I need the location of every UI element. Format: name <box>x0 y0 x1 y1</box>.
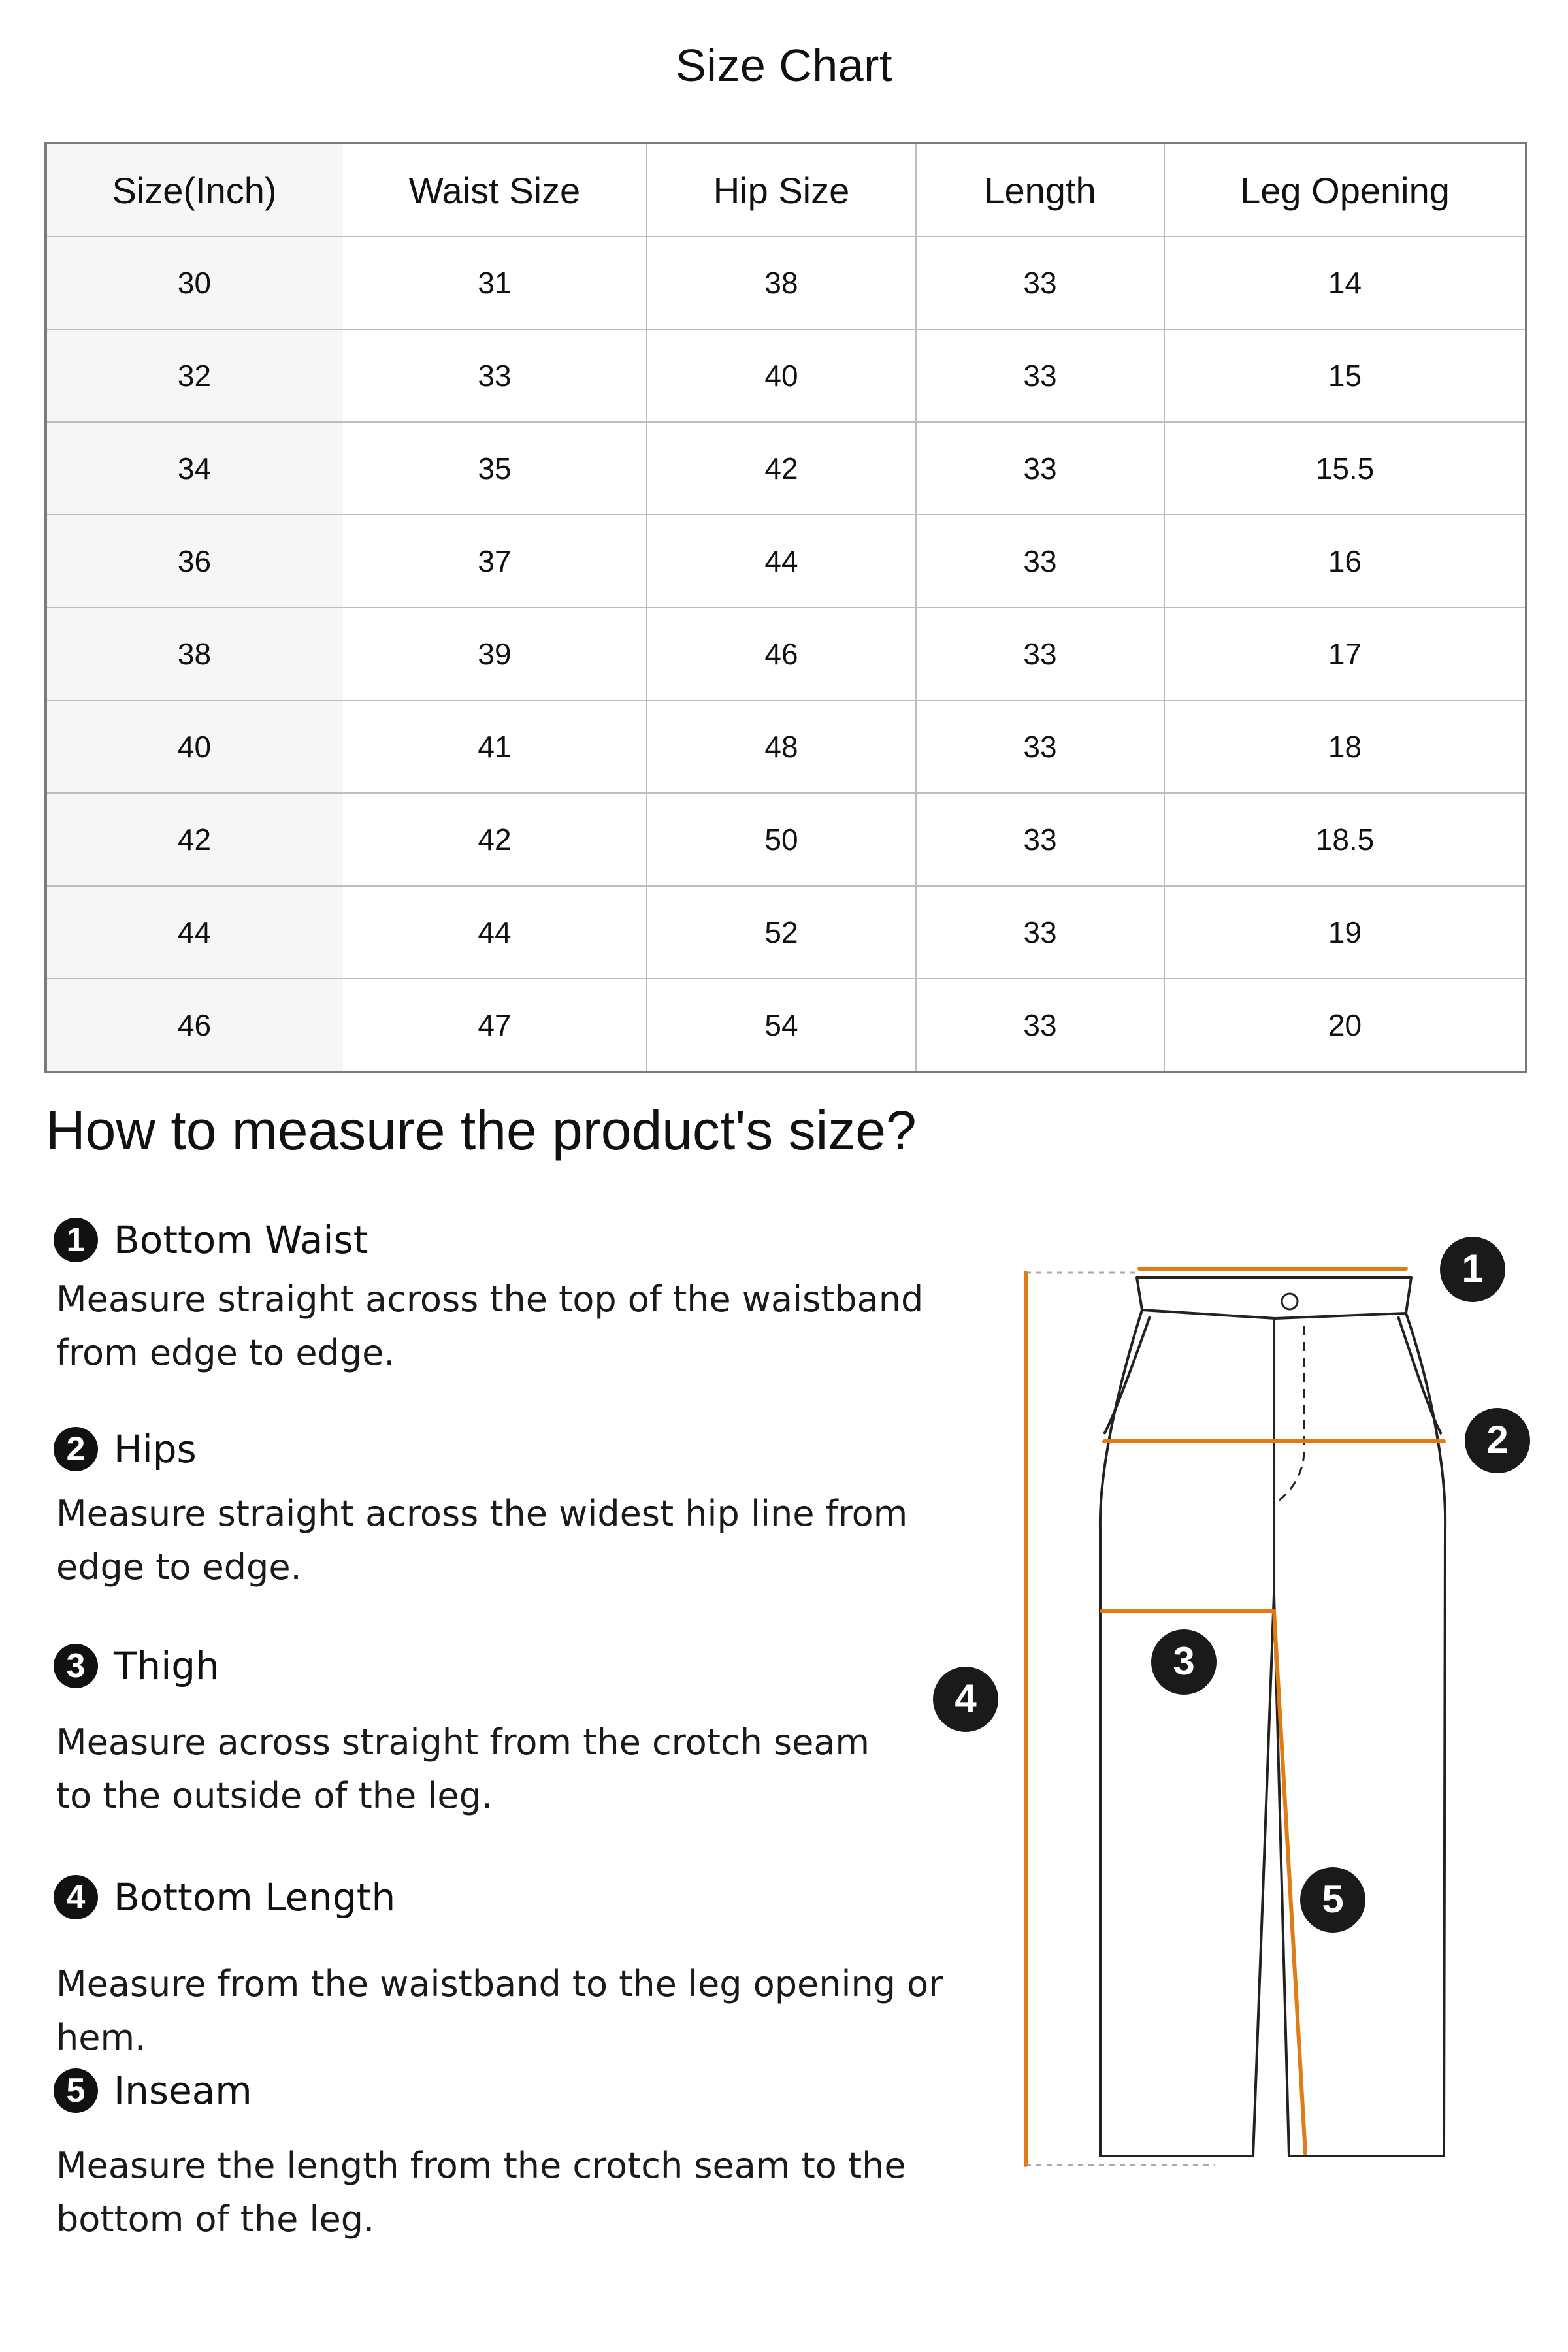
step-title: Bottom Length <box>114 1875 396 1919</box>
table-row <box>46 422 1526 515</box>
cell-size: 42 <box>46 793 342 886</box>
step-description: Measure the length from the crotch seam to the bottom of the leg. <box>56 2145 906 2240</box>
cell-leg-opening: 18 <box>1164 700 1526 793</box>
cell-size: 38 <box>46 608 342 700</box>
header-hip: Hip Size <box>647 143 916 237</box>
cell-hip: 44 <box>647 515 916 608</box>
pants-measurement-diagram <box>915 1189 1542 2221</box>
table-body <box>46 237 1526 1072</box>
marker-5-icon <box>1300 1867 1365 1933</box>
cell-hip: 46 <box>647 608 916 700</box>
cell-waist: 44 <box>342 886 647 979</box>
cell-size: 36 <box>46 515 342 608</box>
step-description: Measure straight across the top of the waistband from edge to edge. <box>56 1279 924 1373</box>
cell-length: 33 <box>916 422 1164 515</box>
svg-text:4: 4 <box>955 1676 977 1720</box>
pants-outline-icon <box>1100 1277 1445 2156</box>
cell-size: 44 <box>46 886 342 979</box>
cell-hip: 54 <box>647 979 916 1072</box>
cell-waist: 42 <box>342 793 647 886</box>
step-title: Thigh <box>114 1644 220 1688</box>
marker-2-icon <box>1465 1408 1530 1473</box>
step-description: Measure across straight from the crotch seam to the outside of the leg. <box>56 1722 870 1816</box>
cell-waist: 33 <box>342 329 647 422</box>
cell-length: 33 <box>916 979 1164 1072</box>
size-chart-title: Size Chart <box>676 40 892 91</box>
step-inseam <box>54 2065 981 2246</box>
svg-text:2: 2 <box>1486 1418 1509 1462</box>
cell-waist: 41 <box>342 700 647 793</box>
cell-hip: 50 <box>647 793 916 886</box>
table-row <box>46 608 1526 700</box>
cell-size: 32 <box>46 329 342 422</box>
step-number-2-icon: 2 <box>54 1427 98 1471</box>
fly-stitch-line <box>1275 1326 1304 1503</box>
cell-leg-opening: 20 <box>1164 979 1526 1072</box>
svg-text:1: 1 <box>1462 1247 1484 1290</box>
step-number-5-icon: 5 <box>54 2068 98 2113</box>
marker-1-icon <box>1440 1237 1505 1302</box>
cell-waist: 35 <box>342 422 647 515</box>
header-size: Size(Inch) <box>46 143 342 237</box>
step-hips <box>54 1423 981 1594</box>
cell-hip: 52 <box>647 886 916 979</box>
marker-3-icon <box>1151 1629 1217 1695</box>
measure-heading: How to measure the product's size? <box>46 1100 917 1161</box>
cell-length: 33 <box>916 886 1164 979</box>
cell-length: 33 <box>916 237 1164 329</box>
marker-4-icon <box>933 1667 998 1732</box>
step-number-1-icon: 1 <box>54 1218 98 1262</box>
step-number-4-icon: 4 <box>54 1875 98 1919</box>
step-bottom-length <box>54 1871 981 2065</box>
header-leg-opening: Leg Opening <box>1164 143 1526 237</box>
table-row <box>46 793 1526 886</box>
cell-length: 33 <box>916 515 1164 608</box>
table-row <box>46 979 1526 1072</box>
cell-leg-opening: 19 <box>1164 886 1526 979</box>
measure-lines <box>1026 1269 1444 2165</box>
cell-size: 34 <box>46 422 342 515</box>
table-row <box>46 886 1526 979</box>
step-title: Hips <box>114 1427 197 1471</box>
step-description: Measure from the waistband to the leg opening or hem. <box>56 1963 943 2058</box>
cell-hip: 40 <box>647 329 916 422</box>
cell-size: 40 <box>46 700 342 793</box>
svg-text:5: 5 <box>1322 1877 1344 1921</box>
cell-leg-opening: 18.5 <box>1164 793 1526 886</box>
table-row <box>46 515 1526 608</box>
cell-hip: 38 <box>647 237 916 329</box>
table-header-row <box>46 143 1526 237</box>
cell-waist: 39 <box>342 608 647 700</box>
step-description: Measure straight across the widest hip line from edge to edge. <box>56 1493 908 1588</box>
step-thigh <box>54 1640 981 1823</box>
cell-size: 46 <box>46 979 342 1072</box>
cell-hip: 42 <box>647 422 916 515</box>
table-row <box>46 329 1526 422</box>
step-title: Bottom Waist <box>114 1218 368 1262</box>
table-row <box>46 237 1526 329</box>
step-title: Inseam <box>114 2068 252 2113</box>
cell-length: 33 <box>916 700 1164 793</box>
svg-text:3: 3 <box>1173 1639 1195 1683</box>
step-number-3-icon: 3 <box>54 1644 98 1688</box>
cell-leg-opening: 15.5 <box>1164 422 1526 515</box>
cell-leg-opening: 17 <box>1164 608 1526 700</box>
cell-length: 33 <box>916 329 1164 422</box>
header-waist: Waist Size <box>342 143 647 237</box>
cell-leg-opening: 14 <box>1164 237 1526 329</box>
header-length: Length <box>916 143 1164 237</box>
cell-size: 30 <box>46 237 342 329</box>
cell-leg-opening: 15 <box>1164 329 1526 422</box>
step-bottom-waist <box>54 1214 981 1380</box>
cell-length: 33 <box>916 608 1164 700</box>
cell-waist: 37 <box>342 515 647 608</box>
cell-waist: 31 <box>342 237 647 329</box>
table-row <box>46 700 1526 793</box>
cell-waist: 47 <box>342 979 647 1072</box>
cell-leg-opening: 16 <box>1164 515 1526 608</box>
size-table <box>44 142 1527 1073</box>
cell-length: 33 <box>916 793 1164 886</box>
cell-hip: 48 <box>647 700 916 793</box>
